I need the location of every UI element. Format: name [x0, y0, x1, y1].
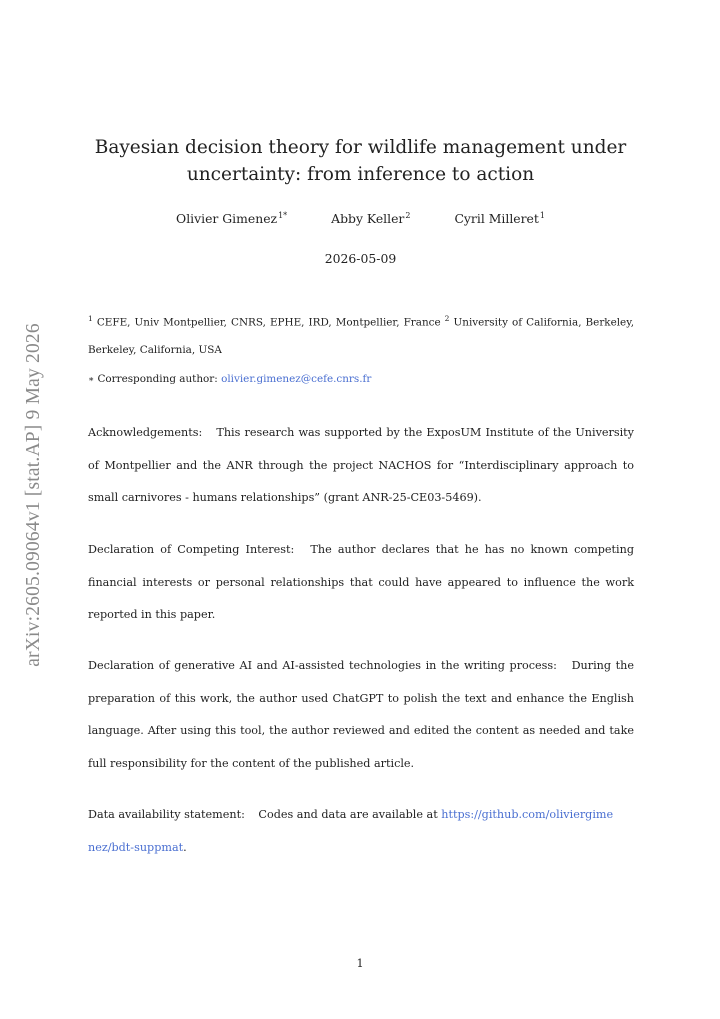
corresponding-email-link[interactable]: olivier.gimenez@cefe.cnrs.fr	[221, 373, 372, 385]
acknowledgements-heading: Acknowledgements:	[88, 426, 203, 439]
corresponding-label: Corresponding author:	[97, 373, 218, 385]
author-3	[454, 211, 545, 226]
generative-ai-section	[88, 650, 634, 781]
author-2	[331, 211, 410, 226]
generative-ai-heading: Declaration of generative AI and AI-assisted technologies in the writing process:	[88, 659, 557, 672]
author-mark: 2	[405, 211, 411, 220]
title-line-1: Bayesian decision theory for wildlife management under	[94, 137, 627, 158]
page-number: 1	[356, 957, 364, 970]
data-link-part-2: nez/bdt-suppmat	[88, 840, 184, 854]
author-name: Olivier Gimenez	[176, 211, 278, 227]
affiliation-mark-1: 1	[88, 314, 93, 323]
title-line-2: uncertainty: from inference to action	[186, 164, 535, 185]
paper-date: 2026-05-09	[324, 251, 397, 266]
generative-ai-text: During the preparation of this work, the author used ChatGPT to polish the text and enhance the English language. After using this tool, the author reviewed and edited the content as needed and take full responsibility for the content of the published article.	[88, 659, 634, 771]
author-1	[176, 211, 287, 226]
acknowledgements-section	[88, 417, 634, 515]
arxiv-identifier: arXiv:2605.09064v1 [stat.AP] 9 May 2026	[23, 323, 44, 667]
author-name: Cyril Milleret	[454, 211, 539, 227]
competing-interest-heading: Declaration of Competing Interest:	[88, 543, 295, 556]
data-availability-section	[88, 799, 634, 864]
affiliations	[88, 305, 634, 364]
author-name: Abby Keller	[331, 211, 405, 227]
competing-interest-section	[88, 534, 634, 632]
affiliation-mark-2: 2	[444, 314, 450, 323]
data-link-part-1: https://github.com/oliviergime	[441, 808, 614, 821]
author-list	[88, 211, 633, 226]
corresponding-author	[88, 373, 634, 385]
author-mark: 1	[539, 211, 545, 220]
paper-title	[88, 134, 633, 188]
corresponding-star: ∗	[88, 375, 95, 385]
data-availability-end: .	[183, 840, 187, 854]
competing-interest-text: The author declares that he has no known competing financial interests or personal relationships that could have appeared to influence the work reported in this paper.	[88, 543, 634, 622]
data-availability-heading: Data availability statement:	[88, 808, 245, 821]
affiliation-2: University of California, Berkeley, Berkeley, California, USA	[88, 316, 634, 357]
data-availability-text: Codes and data are available at	[258, 808, 438, 821]
affiliation-1: CEFE, Univ Montpellier, CNRS, EPHE, IRD, Montpellier, France	[96, 316, 441, 329]
acknowledgements-text: This research was supported by the ExposUM Institute of the University of Montpellier and the ANR through the project NACHOS for “Interdisciplinary approach to small carnivores - humans relationships” (grant ANR-25-CE03-5469).	[88, 426, 634, 505]
author-mark: 1*	[278, 211, 288, 220]
